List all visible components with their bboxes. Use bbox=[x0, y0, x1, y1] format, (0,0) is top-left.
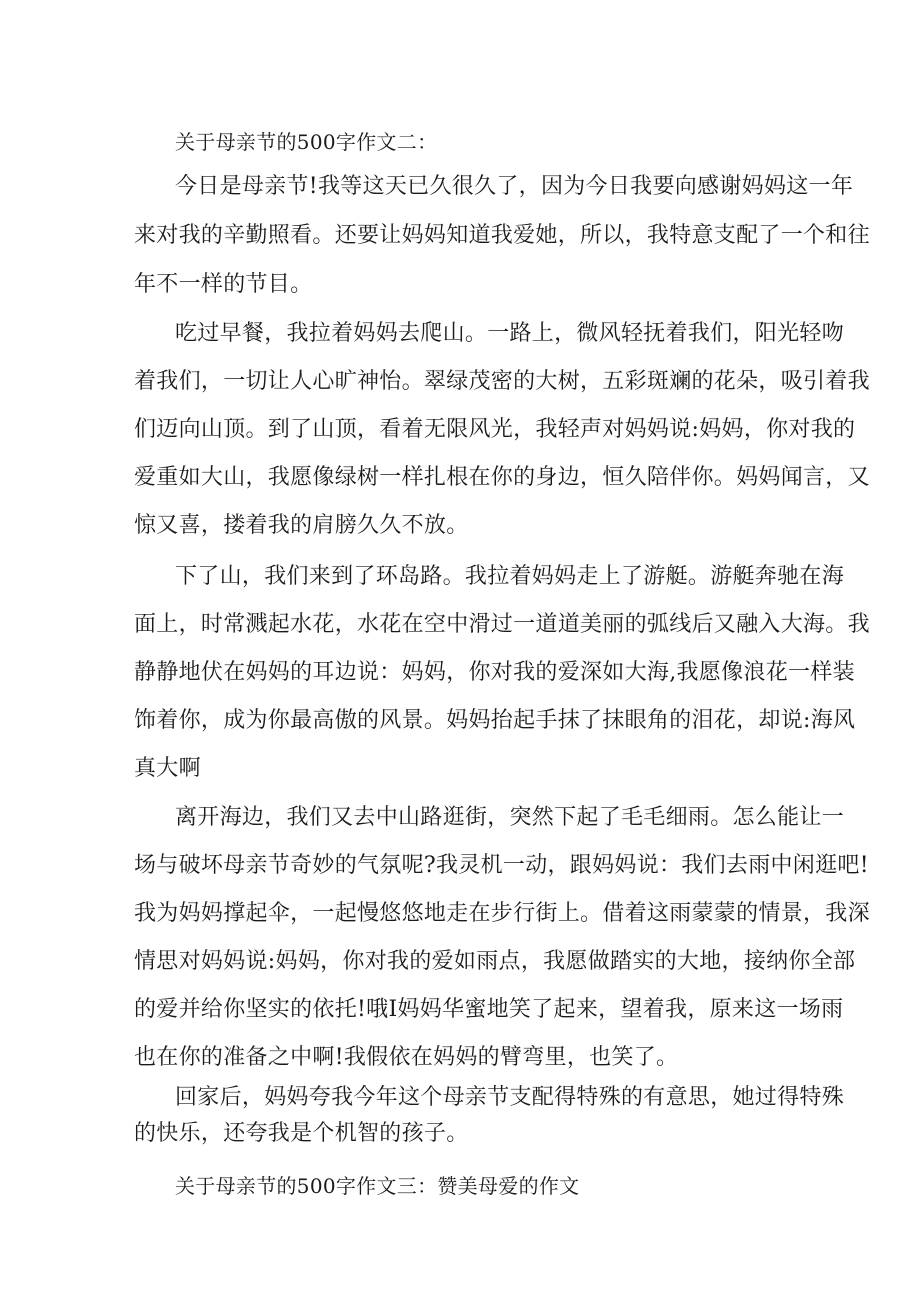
paragraph-2-line-4: 爱重如大山，我愿像绿树一样扎根在你的身边，恒久陪伴你。妈妈闻言，又 bbox=[134, 465, 870, 490]
paragraph-4-line-1: 离开海边，我们又去中山路逛街，突然下起了毛毛细雨。怎么能让一 bbox=[175, 805, 845, 830]
essay-three-heading: 关于母亲节的500字作文三：赞美母爱的作文 bbox=[175, 1174, 580, 1198]
paragraph-2-line-1: 吃过早餐，我拉着妈妈去爬山。一路上，微风轻抚着我们，阳光轻吻 bbox=[175, 321, 845, 346]
paragraph-4-line-3: 我为妈妈撑起伞，一起慢悠悠地走在步行街上。借着这雨蒙蒙的情景，我深 bbox=[134, 901, 870, 926]
paragraph-3-line-5: 真大啊 bbox=[134, 756, 201, 781]
paragraph-1-line-1: 今日是母亲节!我等这天已久很久了，因为今日我要向感谢妈妈这一年 bbox=[175, 174, 854, 199]
paragraph-4-line-4: 情思对妈妈说:妈妈，你对我的爱如雨点，我愿做踏实的大地，接纳你全部 bbox=[134, 949, 856, 974]
paragraph-5-line-2: 的快乐，还夸我是个机智的孩子。 bbox=[134, 1121, 469, 1146]
paragraph-3-line-2: 面上，时常溅起水花，水花在空中滑过一道道美丽的弧线后又融入大海。我 bbox=[134, 612, 870, 637]
paragraph-4-line-2: 场与破坏母亲节奇妙的气氛呢?我灵机一动，跟妈妈说：我们去雨中闲逛吧! bbox=[134, 853, 869, 878]
paragraph-2-line-2: 着我们，一切让人心旷神怡。翠绿茂密的大树，五彩斑斓的花朵，吸引着我 bbox=[134, 369, 870, 394]
paragraph-1-line-2: 来对我的辛勤照看。还要让妈妈知道我爱她，所以，我特意支配了一个和往 bbox=[134, 223, 870, 248]
paragraph-4-line-6: 也在你的准备之中啊!我假依在妈妈的臂弯里，也笑了。 bbox=[134, 1045, 679, 1070]
paragraph-2-line-3: 们迈向山顶。到了山顶，看着无限风光，我轻声对妈妈说:妈妈，你对我的 bbox=[134, 417, 856, 442]
paragraph-2-line-5: 惊又喜，搂着我的肩膀久久不放。 bbox=[134, 513, 469, 538]
paragraph-3-line-1: 下了山，我们来到了环岛路。我拉着妈妈走上了游艇。游艇奔驰在海 bbox=[175, 564, 845, 589]
paragraph-3-line-4: 饰着你，成为你最高傲的风景。妈妈抬起手抹了抹眼角的泪花，却说:海风 bbox=[134, 708, 856, 733]
essay-two-heading: 关于母亲节的500字作文二： bbox=[175, 130, 438, 154]
paragraph-5-line-1: 回家后，妈妈夸我今年这个母亲节支配得特殊的有意思，她过得特殊 bbox=[175, 1085, 845, 1110]
paragraph-1-line-3: 年不一样的节目。 bbox=[134, 272, 313, 297]
paragraph-3-line-3: 静静地伏在妈妈的耳边说：妈妈，你对我的爱深如大海,我愿像浪花一样装 bbox=[134, 660, 855, 685]
paragraph-4-line-5: 的爱并给你坚实的依托!哦I妈妈华蜜地笑了起来，望着我，原来这一场雨 bbox=[134, 997, 844, 1022]
